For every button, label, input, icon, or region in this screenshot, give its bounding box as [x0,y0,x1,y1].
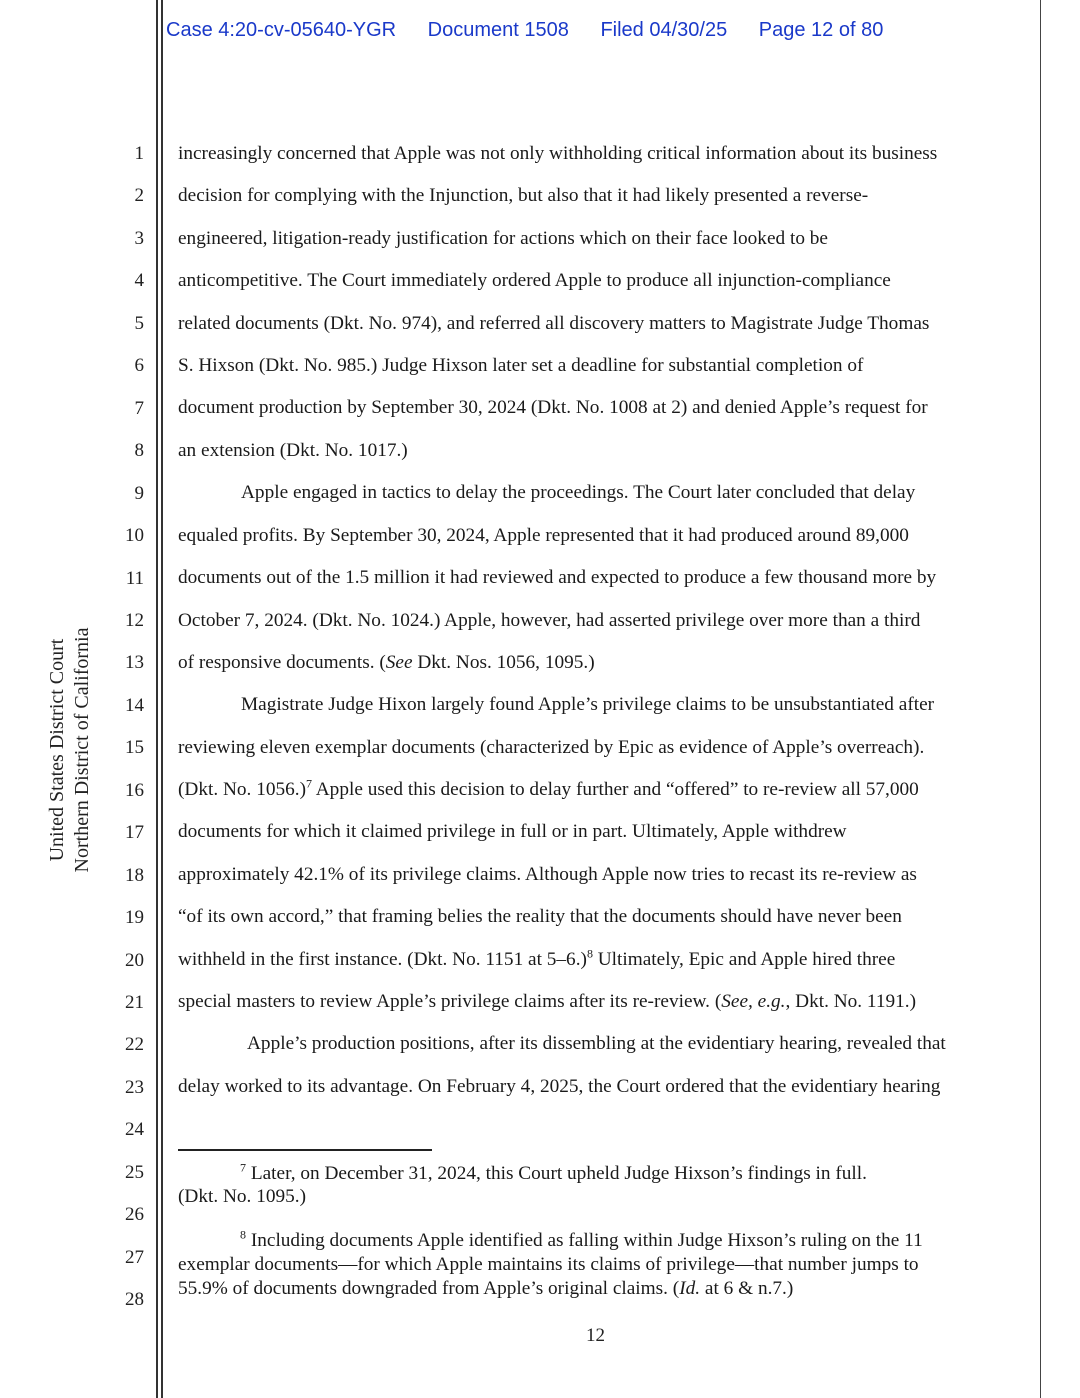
citation-signal: See, e.g. [721,991,786,1012]
body-line: reviewing eleven exemplar documents (characterized by Epic as evidence of Apple’s overreach). [178,737,925,758]
line-number: 11 [125,567,144,589]
line-number: 25 [125,1161,144,1183]
footnote-text: at 6 & n.7.) [700,1278,794,1299]
line-number: 7 [134,397,144,419]
text-run: (Dkt. No. 1056.) [178,779,306,800]
footnote-separator [178,1149,432,1151]
footnote-number: 7 [240,1160,246,1175]
body-line: documents out of the 1.5 million it had reviewed and expected to produce a few thousand more by [178,567,937,588]
line-number: 1 [134,143,144,164]
body-line: S. Hixson (Dkt. No. 985.) Judge Hixson later set a deadline for substantial completion of [178,355,864,376]
text-run: of responsive documents. ( [178,652,386,673]
margin-rule-left-2 [161,0,163,1398]
text-run: Ultimately, Epic and Apple hired three [592,949,896,970]
line-number: 28 [125,1289,144,1311]
body-line: documents for which it claimed privilege in full or in part. Ultimately, Apple withdrew [178,821,847,842]
line-number: 20 [125,949,144,971]
footnote-8 [178,1229,923,1253]
body-line: equaled profits. By September 30, 2024, Apple represented that it had produced around 89,000 [178,525,909,546]
body-line [178,776,919,801]
case-number: Case 4:20-cv-05640-YGR [166,19,397,41]
body-line: Apple engaged in tactics to delay the proceedings. The Court later concluded that delay [241,482,916,503]
line-number: 27 [125,1246,144,1268]
line-number: 4 [134,270,144,292]
document-number: Document 1508 [427,19,569,41]
footnote-8-continued: exemplar documents—for which Apple maintains its claims of privilege—that number jumps to [178,1254,919,1275]
footnote-text: Including documents Apple identified as falling within Judge Hixson’s ruling on the 11 [246,1230,923,1251]
line-number: 22 [125,1034,144,1056]
body-line: approximately 42.1% of its privilege claims. Although Apple now tries to recast its re-review as [178,864,917,885]
text-run: Dkt. Nos. 1056, 1095.) [412,652,595,673]
court-sidebar [45,628,95,873]
body-line: delay worked to its advantage. On February 4, 2025, the Court ordered that the evidentiary hearing [178,1076,941,1097]
court-name: United States District Court [46,638,68,862]
body-line [178,652,595,674]
line-number: 16 [125,779,144,801]
line-number: 23 [125,1076,144,1098]
body-line: October 7, 2024. (Dkt. No. 1024.) Apple, however, had asserted privilege over more than a third [178,610,921,631]
filed-date: Filed 04/30/25 [600,19,728,41]
text-run: special masters to review Apple’s privilege claims after its re-review. ( [178,991,722,1012]
body-line: decision for complying with the Injunction, but also that it had likely presented a reverse- [178,185,869,206]
document-header [166,19,909,42]
footnote-text: 55.9% of documents downgraded from Apple’s original claims. ( [178,1278,680,1299]
margin-rule-right [1040,0,1041,1398]
line-number: 19 [125,907,144,929]
line-number: 12 [125,609,144,631]
footnote-text: Later, on December 31, 2024, this Court upheld Judge Hixson’s findings in full. [246,1163,867,1184]
line-number: 21 [125,992,144,1013]
text-run: Apple used this decision to delay further and “offered” to re-review all 57,000 [312,779,919,800]
body-line: document production by September 30, 2024 (Dkt. No. 1008 at 2) and denied Apple’s request for [178,397,928,418]
body-line: related documents (Dkt. No. 974), and referred all discovery matters to Magistrate Judge Thomas [178,313,930,334]
footnote-ref[interactable]: 8 [586,946,593,961]
line-number: 18 [125,864,144,886]
footnote-ref[interactable]: 7 [306,776,312,791]
footnote-number: 8 [240,1227,246,1242]
line-number: 15 [125,737,144,759]
page-number: 12 [586,1325,605,1346]
line-number: 9 [134,482,144,504]
line-number: 2 [134,185,144,207]
line-number: 3 [134,227,144,249]
body-line: Magistrate Judge Hixon largely found Apple’s privilege claims to be unsubstantiated after [241,694,935,715]
line-number: 14 [125,694,144,716]
body-line: anticompetitive. The Court immediately ordered Apple to produce all injunction-compliance [178,270,891,291]
citation-signal: See [385,652,413,673]
body-line [178,991,916,1013]
page-indicator: Page 12 of 80 [758,19,884,41]
line-number: 5 [134,312,144,334]
body-line: Apple’s production positions, after its dissembling at the evidentiary hearing, revealed that [247,1033,946,1054]
footnote-7 [178,1162,867,1186]
line-number: 24 [125,1119,144,1141]
footnote-7-continued: (Dkt. No. 1095.) [178,1186,306,1207]
line-number: 17 [125,822,144,844]
margin-rule-left-1 [156,0,158,1398]
body-line: “of its own accord,” that framing belies the reality that the documents should have never been [178,906,902,927]
court-district: Northern District of California [71,627,93,873]
footnote-8-continued [178,1277,793,1301]
line-number: 26 [125,1204,144,1226]
line-number: 10 [125,525,144,547]
text-run: , Dkt. No. 1191.) [785,991,916,1012]
line-number: 6 [134,355,144,377]
body-line: an extension (Dkt. No. 1017.) [178,440,408,461]
body-line: engineered, litigation-ready justification for actions which on their face looked to be [178,228,828,249]
body-line: increasingly concerned that Apple was not only withholding critical information about its business [178,143,938,164]
line-number: 8 [134,440,144,462]
citation-signal: Id. [679,1278,701,1299]
text-run: withheld in the first instance. (Dkt. No. 1151 at 5–6.) [178,949,587,970]
body-line [178,946,896,971]
line-number: 13 [125,652,144,674]
